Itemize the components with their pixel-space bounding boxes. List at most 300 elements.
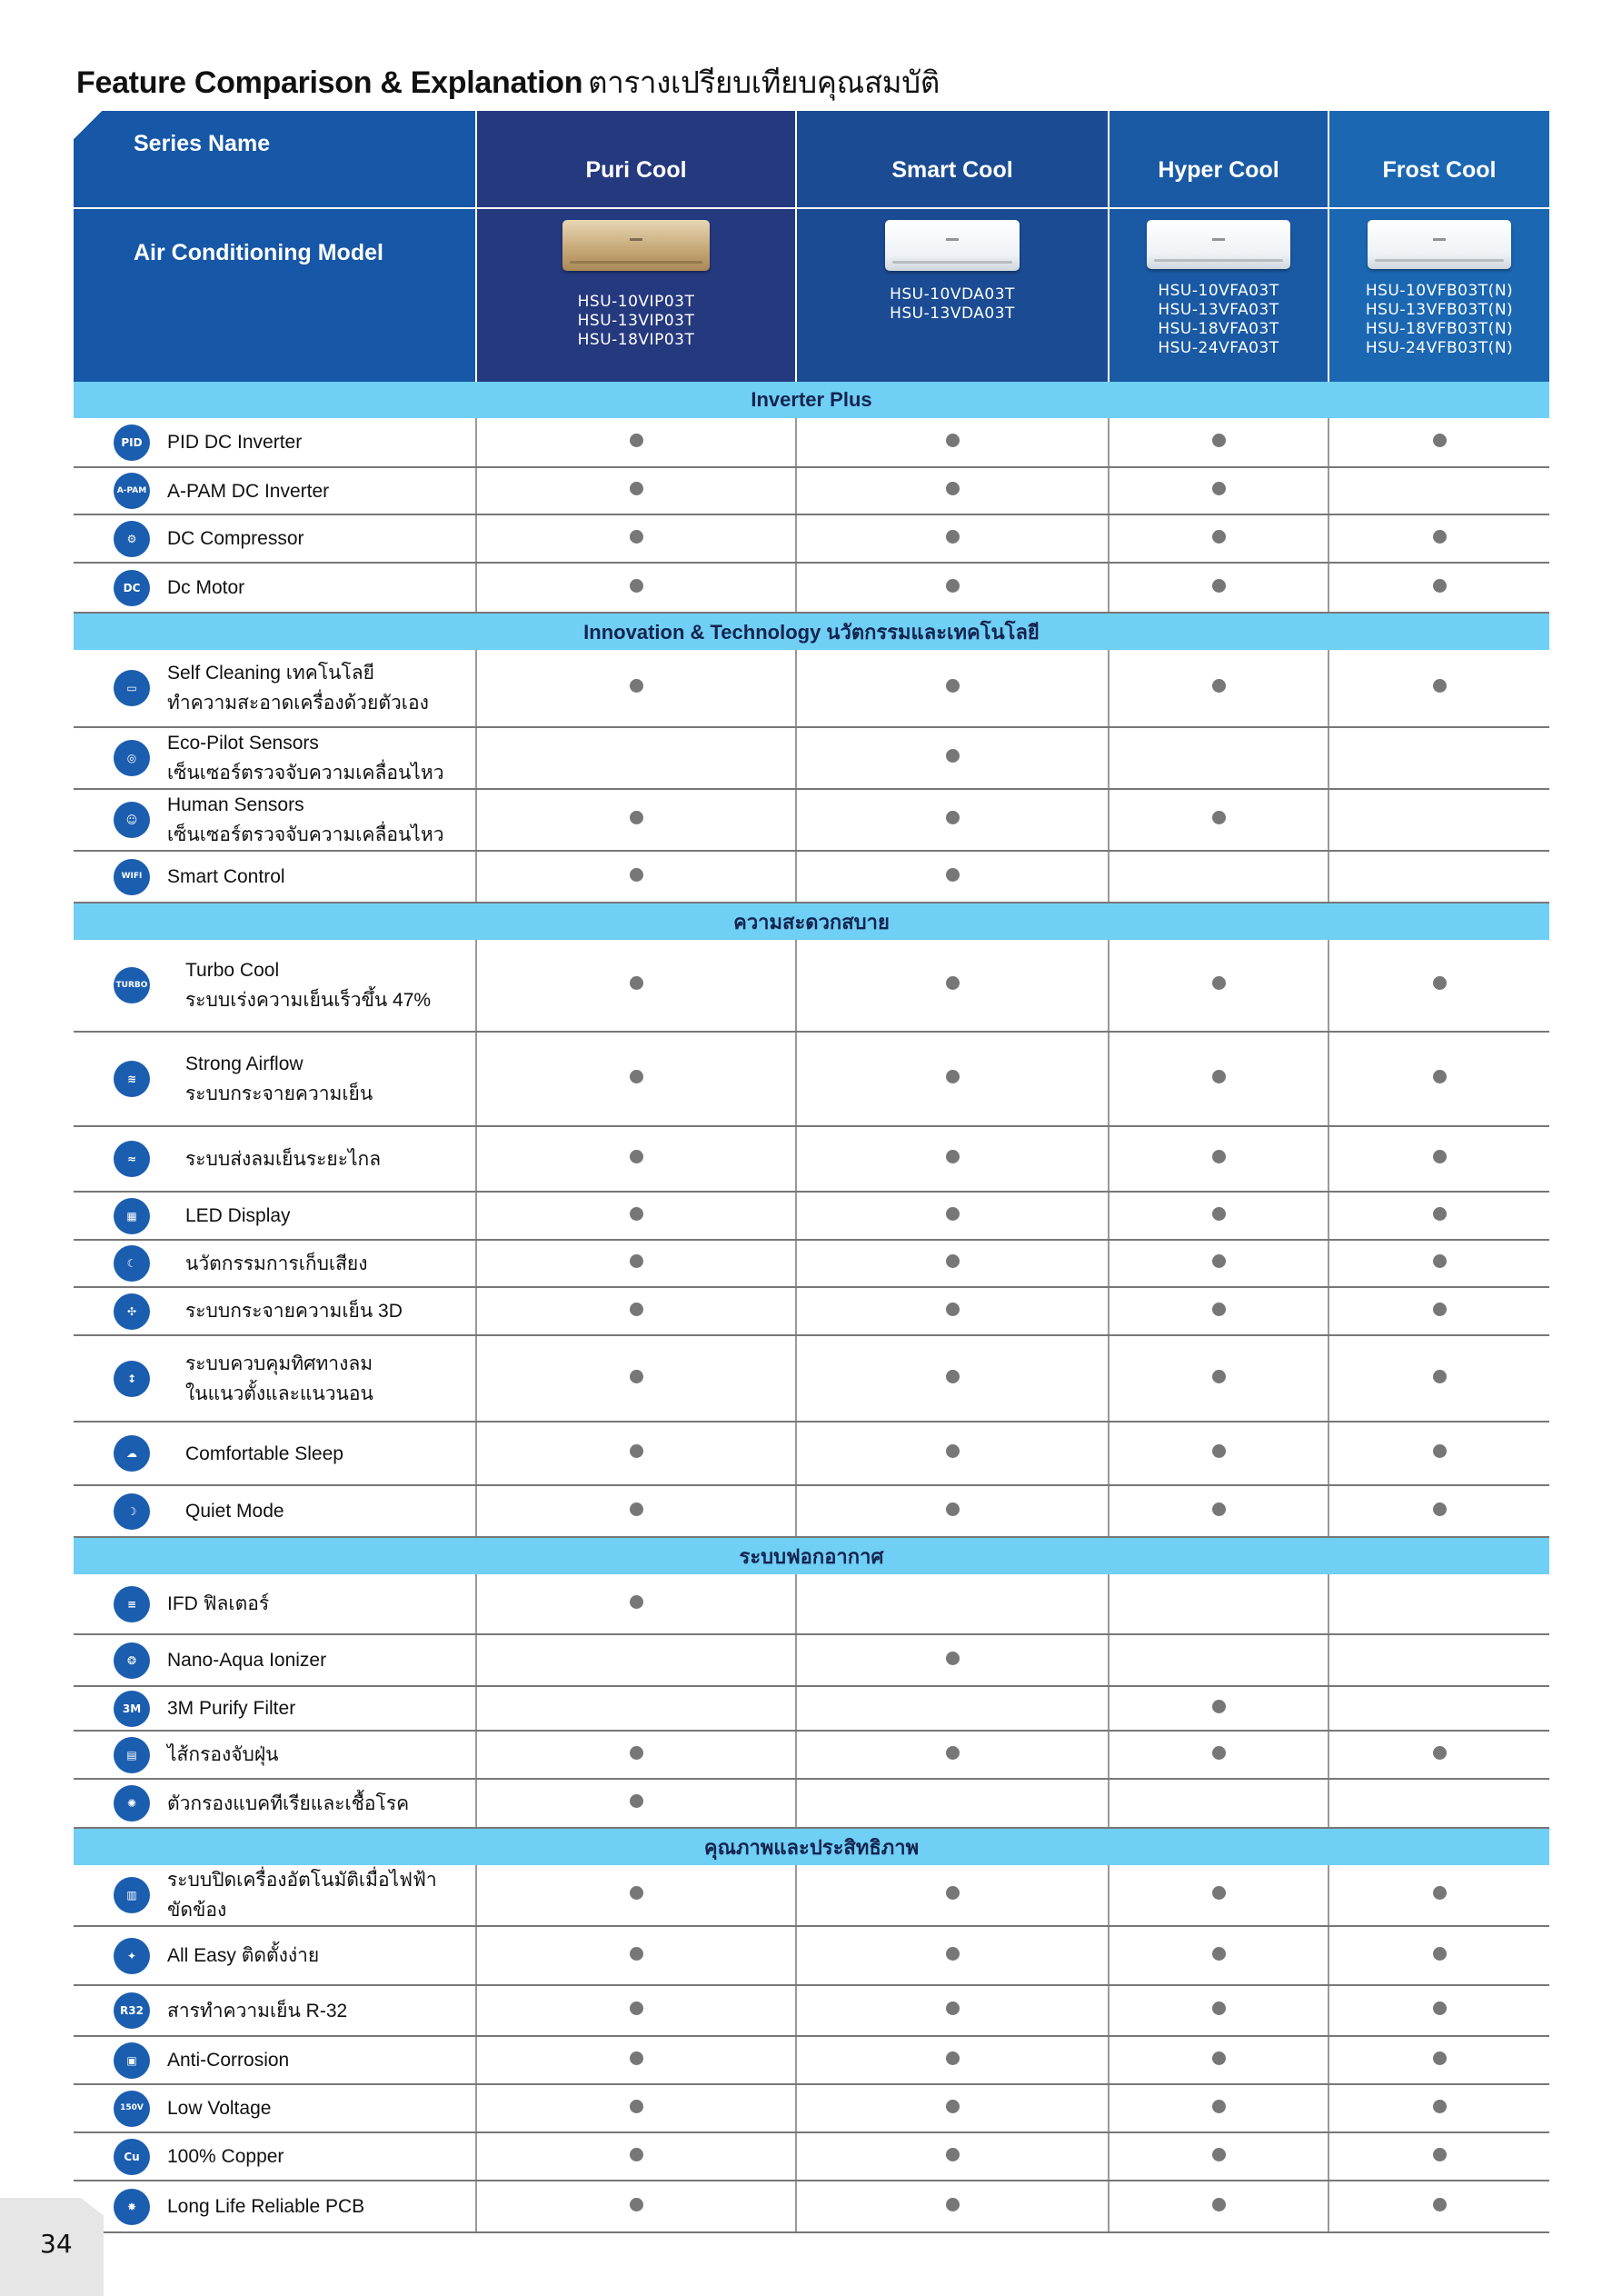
feature-row xyxy=(74,2181,1549,2232)
availability-cell-smart xyxy=(796,1485,1109,1537)
availability-cell-hyper xyxy=(1109,2132,1328,2181)
feature-label-line: Eco-Pilot Sensors xyxy=(167,733,319,754)
model-cell-frost xyxy=(1328,208,1549,382)
availability-cell-frost xyxy=(1328,1240,1549,1287)
availability-cell-puri xyxy=(476,1634,796,1686)
feature-cell xyxy=(74,1926,476,1985)
feature-row xyxy=(74,1335,1549,1422)
feature-label-line: Quiet Mode xyxy=(185,1501,284,1522)
series-smart-cool: Smart Cool xyxy=(796,111,1109,208)
feature-label-line: เซ็นเซอร์ตรวจจับความเคลื่อนไหว xyxy=(167,824,444,845)
availability-dot xyxy=(1433,2002,1447,2015)
availability-cell-puri xyxy=(476,1335,796,1422)
section-title: คุณภาพและประสิทธิภาพ xyxy=(74,1828,1549,1865)
availability-cell-frost xyxy=(1328,1926,1549,1985)
feature-row xyxy=(74,2084,1549,2132)
feature-cell xyxy=(74,940,476,1032)
availability-cell-hyper xyxy=(1109,1574,1328,1634)
availability-dot xyxy=(630,1794,643,1808)
availability-dot xyxy=(1433,579,1447,593)
model-number: HSU-10VIP03T xyxy=(577,293,695,311)
availability-cell-puri xyxy=(476,2181,796,2232)
availability-cell-smart xyxy=(796,563,1109,613)
availability-dot xyxy=(946,1370,960,1383)
availability-cell-puri xyxy=(476,1686,796,1731)
comparison-table xyxy=(74,111,1549,2233)
feature-label-line: ระบบกระจายความเย็น 3D xyxy=(185,1301,403,1322)
feature-label-line: ระบบกระจายความเย็น xyxy=(185,1083,373,1104)
availability-dot xyxy=(1433,2100,1447,2113)
low-voltage-icon: 150V xyxy=(114,2091,150,2127)
availability-dot xyxy=(630,679,643,693)
availability-dot xyxy=(1433,2051,1447,2065)
availability-cell-hyper xyxy=(1109,1126,1328,1192)
feature-label xyxy=(167,1740,279,1770)
availability-dot xyxy=(1212,976,1226,990)
availability-dot xyxy=(946,2148,960,2161)
feature-row xyxy=(74,514,1549,563)
feature-table-body xyxy=(74,382,1549,2232)
wifi-icon: WIFI xyxy=(114,859,150,895)
availability-cell-puri xyxy=(476,1865,796,1926)
feature-row xyxy=(74,1865,1549,1926)
availability-dot xyxy=(630,1502,643,1516)
feature-row xyxy=(74,851,1549,903)
feature-cell xyxy=(74,789,476,851)
availability-cell-puri xyxy=(476,851,796,903)
availability-dot xyxy=(1433,1886,1447,1900)
feature-label xyxy=(167,573,244,603)
availability-dot xyxy=(1212,2100,1226,2113)
apam-icon: A-PAM xyxy=(114,473,150,509)
availability-cell-hyper xyxy=(1109,1731,1328,1779)
availability-cell-smart xyxy=(796,851,1109,903)
feature-label-line: Anti-Corrosion xyxy=(167,2050,290,2071)
availability-dot xyxy=(1433,434,1447,447)
feature-label xyxy=(185,1496,284,1526)
availability-dot xyxy=(1433,1947,1447,1961)
section-header xyxy=(74,613,1549,650)
availability-dot xyxy=(946,679,960,693)
availability-cell-frost xyxy=(1328,1485,1549,1537)
feature-row xyxy=(74,1032,1549,1126)
availability-cell-puri xyxy=(476,789,796,851)
availability-cell-hyper xyxy=(1109,2181,1328,2232)
title-en: Feature Comparison & Explanation xyxy=(76,65,583,100)
compressor-icon: ⚙ xyxy=(114,521,150,557)
feature-label xyxy=(167,2045,289,2075)
feature-label-line: Self Cleaning เทคโนโลยี xyxy=(167,663,374,684)
feature-label xyxy=(167,1589,269,1619)
feature-row xyxy=(74,1779,1549,1828)
feature-label xyxy=(185,1144,381,1174)
availability-cell-puri xyxy=(476,1287,796,1335)
3d-airflow-icon: ✣ xyxy=(114,1293,150,1330)
availability-dot xyxy=(946,1150,960,1163)
bacteria-filter-icon: ✺ xyxy=(114,1785,150,1822)
availability-dot xyxy=(946,2198,960,2211)
availability-cell-hyper xyxy=(1109,467,1328,514)
availability-cell-smart xyxy=(796,1335,1109,1422)
feature-label-line: All Easy ติดตั้งง่าย xyxy=(167,1945,320,1966)
availability-dot xyxy=(946,1303,960,1316)
model-label: Air Conditioning Model xyxy=(74,208,476,382)
feature-cell xyxy=(74,727,476,789)
availability-cell-hyper xyxy=(1109,1634,1328,1686)
availability-cell-smart xyxy=(796,1985,1109,2036)
availability-dot xyxy=(1433,1370,1447,1383)
availability-dot xyxy=(1433,1254,1447,1268)
availability-dot xyxy=(1212,434,1226,447)
feature-row xyxy=(74,467,1549,514)
availability-dot xyxy=(1212,579,1226,593)
section-header xyxy=(74,382,1549,418)
availability-dot xyxy=(946,530,960,544)
availability-cell-puri xyxy=(476,1574,796,1634)
availability-cell-smart xyxy=(796,1865,1109,1926)
feature-row xyxy=(74,940,1549,1032)
availability-cell-hyper xyxy=(1109,1422,1328,1485)
availability-dot xyxy=(946,811,960,824)
feature-label-line: IFD ฟิลเตอร์ xyxy=(167,1593,270,1614)
availability-cell-frost xyxy=(1328,940,1549,1032)
section-title: Innovation & Technology นวัตกรรมและเทคโนโลยี xyxy=(74,613,1549,650)
availability-dot xyxy=(1433,1070,1447,1083)
feature-label-line: สารทำความเย็น R-32 xyxy=(167,2000,348,2021)
ifd-filter-icon: ≡ xyxy=(114,1586,150,1622)
availability-dot xyxy=(1212,1502,1226,1516)
availability-cell-smart xyxy=(796,2036,1109,2084)
led-display-icon: ▦ xyxy=(114,1198,150,1234)
model-cell-puri xyxy=(476,208,796,382)
model-header-row xyxy=(74,208,1549,382)
availability-cell-smart xyxy=(796,514,1109,563)
availability-dot xyxy=(630,1303,643,1316)
availability-dot xyxy=(630,1070,643,1083)
availability-dot xyxy=(630,579,643,593)
feature-cell xyxy=(74,514,476,563)
feature-cell xyxy=(74,1192,476,1240)
availability-dot xyxy=(1212,1150,1226,1163)
availability-dot xyxy=(946,1502,960,1516)
feature-label xyxy=(185,955,431,1015)
availability-cell-puri xyxy=(476,1240,796,1287)
3m-filter-icon: 3M xyxy=(114,1691,150,1727)
feature-label-line: เซ็นเซอร์ตรวจจับความเคลื่อนไหว xyxy=(167,763,444,784)
feature-row xyxy=(74,1192,1549,1240)
availability-dot xyxy=(946,1070,960,1083)
availability-cell-hyper xyxy=(1109,563,1328,613)
swing-icon: ↕ xyxy=(114,1361,150,1397)
eco-pilot-icon: ◎ xyxy=(114,740,150,776)
availability-cell-puri xyxy=(476,1779,796,1828)
page-number: 34 xyxy=(40,2229,73,2259)
availability-cell-smart xyxy=(796,1032,1109,1126)
availability-dot xyxy=(1212,1254,1226,1268)
availability-cell-smart xyxy=(796,1926,1109,1985)
nano-aqua-icon: ❂ xyxy=(114,1642,150,1679)
availability-dot xyxy=(946,1947,960,1961)
availability-cell-frost xyxy=(1328,514,1549,563)
feature-label-line: Comfortable Sleep xyxy=(185,1442,343,1464)
availability-cell-puri xyxy=(476,1192,796,1240)
availability-cell-hyper xyxy=(1109,1485,1328,1537)
section-title: Inverter Plus xyxy=(74,382,1549,418)
availability-dot xyxy=(1212,2148,1226,2161)
availability-cell-puri xyxy=(476,1485,796,1537)
availability-cell-puri xyxy=(476,1032,796,1126)
model-number: HSU-10VFA03T xyxy=(1158,282,1279,300)
availability-cell-frost xyxy=(1328,1335,1549,1422)
availability-dot xyxy=(1212,2002,1226,2015)
ac-unit-image-frost xyxy=(1368,220,1511,269)
availability-dot xyxy=(946,579,960,593)
feature-label-line: ระบบปิดเครื่องอัตโนมัติเมื่อไฟฟ้าขัดข้อง xyxy=(167,1870,437,1921)
self-cleaning-icon: ▭ xyxy=(114,670,150,706)
feature-label xyxy=(167,427,302,457)
availability-cell-hyper xyxy=(1109,1865,1328,1926)
availability-dot xyxy=(1433,2148,1447,2161)
quiet-icon: ☽ xyxy=(114,1493,150,1530)
availability-cell-hyper xyxy=(1109,514,1328,563)
feature-label-line: Low Voltage xyxy=(167,2098,272,2119)
availability-cell-frost xyxy=(1328,2036,1549,2084)
section-header xyxy=(74,903,1549,940)
availability-cell-smart xyxy=(796,2181,1109,2232)
availability-cell-puri xyxy=(476,1126,796,1192)
feature-cell xyxy=(74,1126,476,1192)
feature-label-line: PID DC Inverter xyxy=(167,432,303,453)
availability-cell-smart xyxy=(796,1574,1109,1634)
availability-cell-hyper xyxy=(1109,851,1328,903)
feature-row xyxy=(74,2132,1549,2181)
feature-label xyxy=(167,2093,271,2123)
availability-dot xyxy=(1212,1886,1226,1900)
availability-cell-frost xyxy=(1328,1779,1549,1828)
availability-dot xyxy=(630,1746,643,1760)
availability-cell-frost xyxy=(1328,2132,1549,2181)
availability-cell-frost xyxy=(1328,563,1549,613)
dc-motor-icon: DC xyxy=(114,570,150,606)
availability-cell-puri xyxy=(476,2132,796,2181)
section-header xyxy=(74,1828,1549,1865)
model-number: HSU-18VFA03T xyxy=(1158,320,1279,338)
section-header xyxy=(74,1537,1549,1574)
availability-dot xyxy=(1212,1370,1226,1383)
model-number: HSU-13VIP03T xyxy=(577,312,695,330)
availability-cell-frost xyxy=(1328,2181,1549,2232)
availability-dot xyxy=(630,2051,643,2065)
anti-corrosion-icon: ▣ xyxy=(114,2042,150,2079)
availability-cell-puri xyxy=(476,563,796,613)
availability-cell-hyper xyxy=(1109,1779,1328,1828)
availability-cell-smart xyxy=(796,789,1109,851)
feature-cell xyxy=(74,1731,476,1779)
availability-cell-smart xyxy=(796,1287,1109,1335)
series-name-label: Series Name xyxy=(74,111,476,208)
availability-dot xyxy=(1212,1700,1226,1713)
availability-cell-hyper xyxy=(1109,940,1328,1032)
feature-cell xyxy=(74,2036,476,2084)
availability-dot xyxy=(946,434,960,447)
availability-cell-frost xyxy=(1328,1287,1549,1335)
feature-label xyxy=(167,524,304,554)
page-title xyxy=(76,58,940,106)
availability-cell-smart xyxy=(796,940,1109,1032)
feature-label-line: ระบบควบคุมทิศทางลม xyxy=(185,1353,373,1374)
feature-label xyxy=(185,1296,403,1326)
feature-cell xyxy=(74,1779,476,1828)
feature-label-line: DC Compressor xyxy=(167,528,304,549)
feature-cell xyxy=(74,418,476,467)
availability-dot xyxy=(1433,530,1447,544)
feature-label-line: Dc Motor xyxy=(167,577,245,598)
feature-cell xyxy=(74,1985,476,2036)
availability-cell-frost xyxy=(1328,1634,1549,1686)
pcb-icon: ✸ xyxy=(114,2189,150,2225)
availability-dot xyxy=(1433,976,1447,990)
easy-install-icon: ✦ xyxy=(114,1938,150,1974)
model-number: HSU-24VFA03T xyxy=(1158,339,1279,357)
feature-label-line: Turbo Cool xyxy=(185,960,280,981)
availability-cell-frost xyxy=(1328,1126,1549,1192)
availability-dot xyxy=(946,2002,960,2015)
feature-cell xyxy=(74,650,476,727)
feature-label-line: A-PAM DC Inverter xyxy=(167,480,330,502)
feature-row xyxy=(74,1287,1549,1335)
sleep-icon: ☁ xyxy=(114,1435,150,1472)
availability-cell-puri xyxy=(476,514,796,563)
availability-dot xyxy=(630,811,643,824)
feature-cell xyxy=(74,1335,476,1422)
availability-cell-smart xyxy=(796,1126,1109,1192)
availability-dot xyxy=(1433,1444,1447,1458)
availability-dot xyxy=(946,1207,960,1221)
availability-cell-hyper xyxy=(1109,789,1328,851)
ac-unit-image-hyper xyxy=(1147,220,1290,269)
feature-row xyxy=(74,418,1549,467)
feature-row xyxy=(74,1731,1549,1779)
availability-cell-puri xyxy=(476,727,796,789)
availability-cell-smart xyxy=(796,727,1109,789)
availability-cell-frost xyxy=(1328,1865,1549,1926)
feature-cell xyxy=(74,563,476,613)
availability-cell-smart xyxy=(796,1634,1109,1686)
feature-row xyxy=(74,1985,1549,2036)
availability-cell-hyper xyxy=(1109,1686,1328,1731)
availability-dot xyxy=(946,482,960,495)
availability-cell-frost xyxy=(1328,1686,1549,1731)
availability-dot xyxy=(946,976,960,990)
model-number: HSU-10VDA03T xyxy=(890,285,1015,304)
availability-dot xyxy=(630,1595,643,1609)
feature-row xyxy=(74,1574,1549,1634)
feature-cell xyxy=(74,2181,476,2232)
feature-label xyxy=(167,1693,295,1723)
feature-row xyxy=(74,650,1549,727)
feature-row xyxy=(74,727,1549,789)
dust-filter-icon: ▤ xyxy=(114,1737,150,1773)
availability-dot xyxy=(630,2148,643,2161)
feature-row xyxy=(74,1686,1549,1731)
availability-dot xyxy=(1212,2051,1226,2065)
feature-label xyxy=(167,476,329,506)
availability-cell-smart xyxy=(796,1779,1109,1828)
availability-dot xyxy=(1212,679,1226,693)
availability-dot xyxy=(1212,1207,1226,1221)
availability-dot xyxy=(630,1150,643,1163)
availability-dot xyxy=(630,1886,643,1900)
availability-dot xyxy=(1433,1150,1447,1163)
feature-label xyxy=(167,1865,475,1925)
availability-dot xyxy=(1212,1444,1226,1458)
feature-label xyxy=(185,1249,367,1279)
availability-dot xyxy=(946,1652,960,1665)
feature-label xyxy=(167,1645,326,1675)
availability-dot xyxy=(630,2002,643,2015)
availability-cell-hyper xyxy=(1109,1926,1328,1985)
feature-row xyxy=(74,1126,1549,1192)
availability-cell-puri xyxy=(476,1422,796,1485)
feature-label xyxy=(167,2141,284,2171)
series-puri-cool: Puri Cool xyxy=(476,111,796,208)
feature-label xyxy=(167,1789,409,1819)
feature-row xyxy=(74,789,1549,851)
feature-row xyxy=(74,1634,1549,1686)
availability-cell-frost xyxy=(1328,851,1549,903)
model-list-puri xyxy=(477,293,795,350)
feature-row xyxy=(74,1485,1549,1537)
series-frost-cool: Frost Cool xyxy=(1328,111,1549,208)
availability-cell-frost xyxy=(1328,1032,1549,1126)
availability-dot xyxy=(630,1254,643,1268)
feature-label xyxy=(167,862,285,892)
availability-cell-smart xyxy=(796,1240,1109,1287)
model-number: HSU-18VIP03T xyxy=(577,331,695,349)
feature-cell xyxy=(74,467,476,514)
availability-dot xyxy=(630,976,643,990)
feature-label-line: ในแนวตั้งและแนวนอน xyxy=(185,1383,373,1404)
availability-dot xyxy=(630,482,643,495)
availability-dot xyxy=(630,1370,643,1383)
availability-dot xyxy=(630,1947,643,1961)
availability-cell-frost xyxy=(1328,1422,1549,1485)
availability-cell-frost xyxy=(1328,789,1549,851)
feature-cell xyxy=(74,2084,476,2132)
availability-dot xyxy=(1433,1502,1447,1516)
availability-cell-frost xyxy=(1328,650,1549,727)
feature-label xyxy=(185,1439,343,1469)
availability-dot xyxy=(946,1444,960,1458)
feature-row xyxy=(74,1926,1549,1985)
availability-cell-puri xyxy=(476,940,796,1032)
availability-cell-smart xyxy=(796,467,1109,514)
availability-cell-puri xyxy=(476,1731,796,1779)
ac-unit-image-smart xyxy=(885,220,1020,271)
human-sensor-icon: ☺ xyxy=(114,802,150,838)
availability-cell-smart xyxy=(796,1731,1109,1779)
availability-cell-hyper xyxy=(1109,1192,1328,1240)
availability-dot xyxy=(1433,1746,1447,1760)
availability-dot xyxy=(1212,1746,1226,1760)
availability-cell-hyper xyxy=(1109,2084,1328,2132)
availability-dot xyxy=(946,2051,960,2065)
series-hyper-cool: Hyper Cool xyxy=(1109,111,1328,208)
pid-icon: PID xyxy=(114,424,150,461)
availability-cell-frost xyxy=(1328,1574,1549,1634)
availability-cell-smart xyxy=(796,1686,1109,1731)
model-number: HSU-10VFB03T(N) xyxy=(1365,282,1514,300)
